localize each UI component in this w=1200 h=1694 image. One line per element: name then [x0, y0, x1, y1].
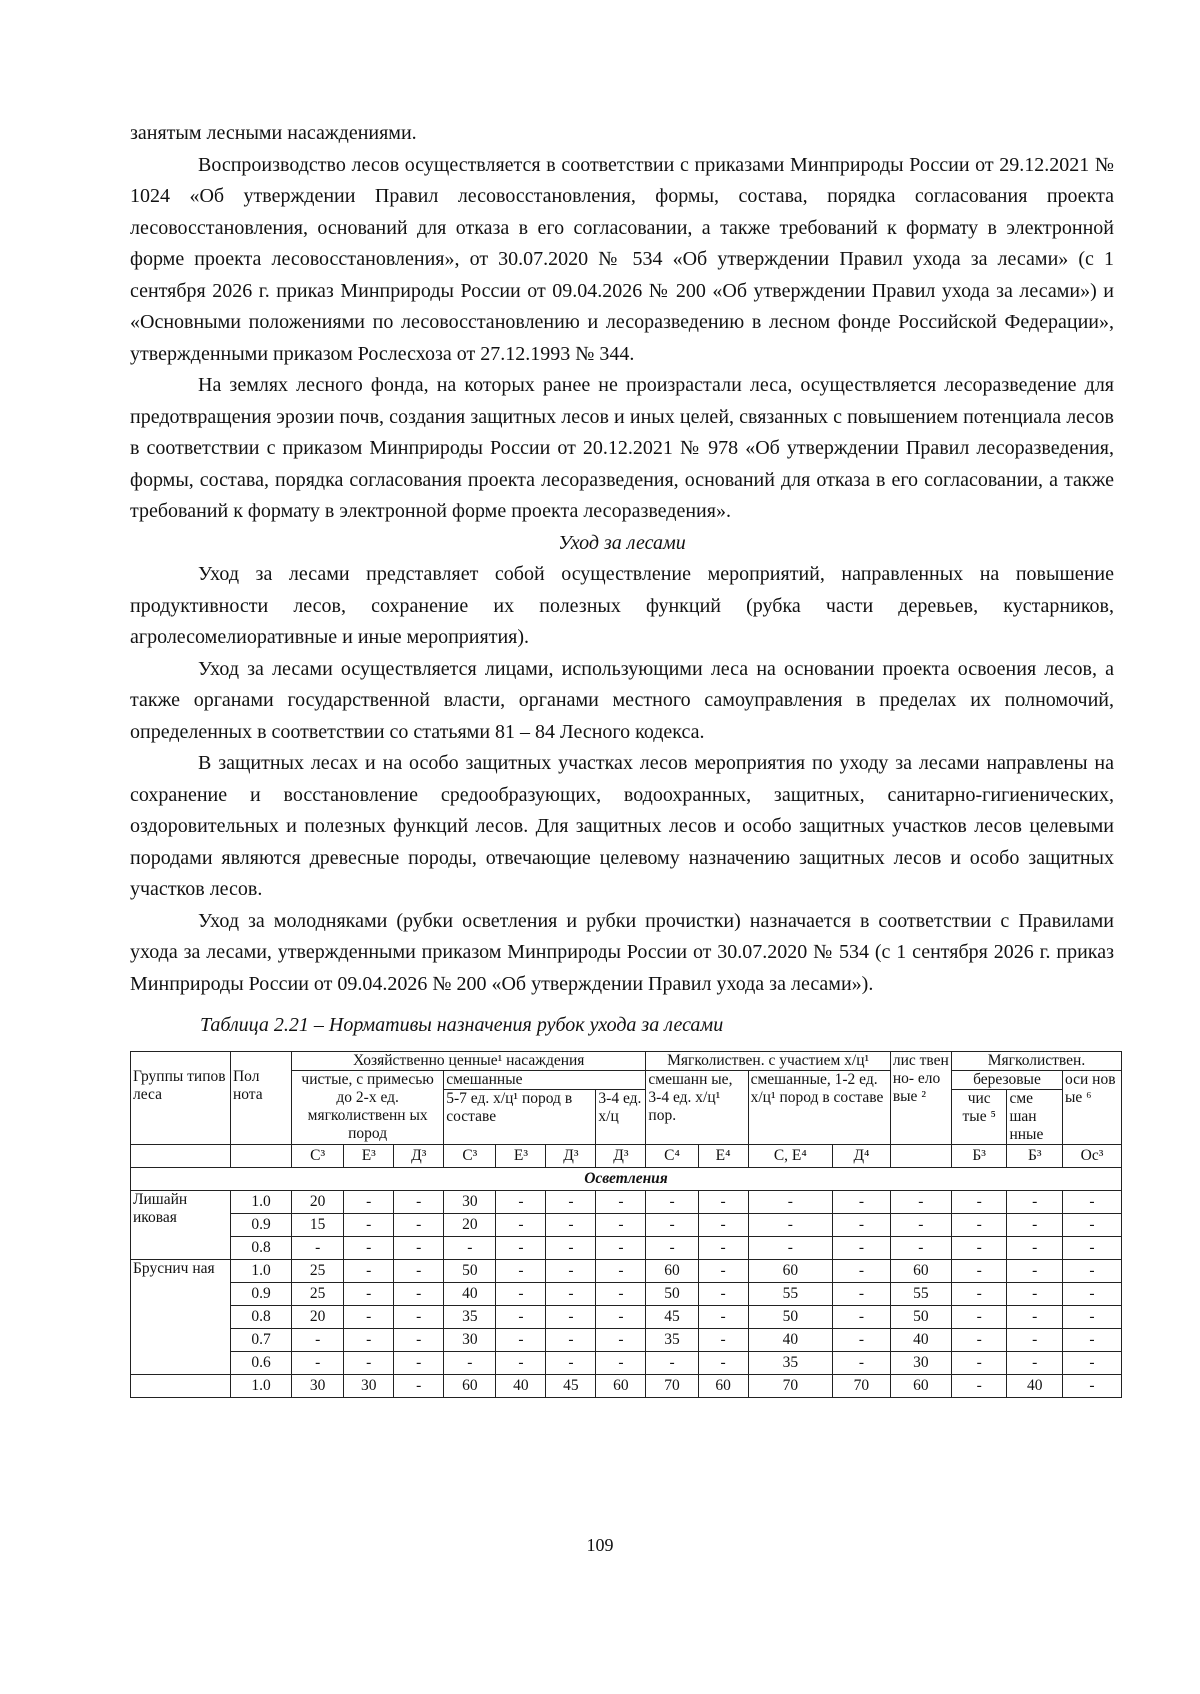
value-cell: -	[546, 1283, 596, 1306]
polnota-cell: 0.9	[230, 1283, 291, 1306]
value-cell: 20	[292, 1191, 344, 1214]
norms-table	[130, 1051, 1122, 1398]
value-cell: -	[546, 1214, 596, 1237]
page-number: 109	[586, 1535, 614, 1555]
value-cell: -	[951, 1375, 1007, 1398]
paragraph: На землях лесного фонда, на которых ранее не произрастали леса, осуществляется лесоразведение для предотвращения эрозии почв, создания защитных лесов и иных целей, связанных с повышением потенциала лесов в соответствии с приказом Минприроды России от 20.12.2021 № 978 «Об утверждении Правил лесоразведения, формы, состава, порядка согласования проекта лесоразведения, оснований для отказа в его согласовании, а также требований к формату в электронной форме проекта лесоразведения».	[130, 374, 1114, 522]
value-cell: -	[951, 1283, 1007, 1306]
value-cell: -	[748, 1191, 832, 1214]
table-row	[131, 1283, 1122, 1306]
header-birch: березовые	[951, 1071, 1062, 1090]
value-cell: -	[951, 1260, 1007, 1283]
value-cell: -	[292, 1329, 344, 1352]
value-cell: 60	[444, 1375, 496, 1398]
value-cell: 40	[444, 1283, 496, 1306]
value-cell: -	[1062, 1260, 1121, 1283]
subhead-cell: С, Е⁴	[748, 1145, 832, 1168]
subhead-cell	[890, 1145, 951, 1168]
value-cell: 50	[748, 1306, 832, 1329]
polnota-cell: 1.0	[230, 1191, 291, 1214]
value-cell: -	[496, 1352, 546, 1375]
value-cell: -	[951, 1352, 1007, 1375]
value-cell: -	[394, 1306, 444, 1329]
value-cell: -	[596, 1306, 646, 1329]
value-cell: -	[1007, 1260, 1063, 1283]
table-row	[131, 1306, 1122, 1329]
section-heading: Уход за лесами	[558, 531, 686, 554]
header-birch-pure: чис тые ⁵	[951, 1090, 1007, 1145]
header-mixed-5-7: 5-7 ед. х/ц¹ пород в составе	[444, 1090, 596, 1145]
value-cell: -	[833, 1237, 891, 1260]
value-cell: -	[394, 1329, 444, 1352]
value-cell: -	[1062, 1237, 1121, 1260]
value-cell: -	[1062, 1329, 1121, 1352]
value-cell: 60	[596, 1375, 646, 1398]
polnota-cell: 0.7	[230, 1329, 291, 1352]
value-cell: 60	[890, 1375, 951, 1398]
paragraph: Уход за молодняками (рубки осветления и рубки прочистки) назначается в соответствии с Правилами ухода за лесами, утвержденными приказом Минприроды России от 30.07.2020 № 534 (с 1 сентября 2026 г. приказ Минприроды России от 09.04.2026 № 200 «Об утверждении Правил ухода за лесами»).	[130, 909, 1114, 995]
value-cell: -	[1007, 1191, 1063, 1214]
value-cell: 50	[890, 1306, 951, 1329]
paragraph: В защитных лесах и на особо защитных участках лесов мероприятия по уходу за лесами направлены на сохранение и восстановление средообразующих, водоохранных, защитных, санитарно-гигиенических, оздоровительных и полезных функций лесов. Для защитных лесов и особо защитных участков лесов целевыми породами являются древесные породы, отвечающие целевому назначению защитных лесов и особо защитных участков лесов.	[130, 752, 1114, 900]
header-soft: Мягколиствен.	[951, 1052, 1121, 1071]
value-cell: -	[646, 1191, 698, 1214]
value-cell: 50	[646, 1283, 698, 1306]
value-cell: -	[394, 1214, 444, 1237]
value-cell: -	[646, 1352, 698, 1375]
value-cell: -	[951, 1329, 1007, 1352]
value-cell: -	[596, 1283, 646, 1306]
value-cell: -	[546, 1191, 596, 1214]
value-cell: -	[344, 1260, 394, 1283]
value-cell: -	[646, 1237, 698, 1260]
value-cell: -	[546, 1237, 596, 1260]
value-cell: -	[833, 1306, 891, 1329]
value-cell: -	[596, 1260, 646, 1283]
value-cell: 60	[646, 1260, 698, 1283]
value-cell: 30	[444, 1329, 496, 1352]
value-cell: -	[496, 1260, 546, 1283]
table-row	[131, 1352, 1122, 1375]
paragraph: занятым лесными насаждениями.	[130, 122, 417, 144]
value-cell: 40	[1007, 1375, 1063, 1398]
subhead-cell: Е⁴	[698, 1145, 748, 1168]
paragraph: Уход за лесами осуществляется лицами, использующими леса на основании проекта освоения лесов, а также органами государственной власти, органами местного самоуправления в пределах их полномочий, определенных в соответствии со статьями 81 – 84 Лесного кодекса.	[130, 657, 1114, 743]
section-row: Осветления	[131, 1168, 1122, 1191]
value-cell: -	[833, 1191, 891, 1214]
polnota-cell: 0.8	[230, 1237, 291, 1260]
value-cell: -	[496, 1237, 546, 1260]
value-cell: -	[1007, 1237, 1063, 1260]
value-cell: -	[748, 1214, 832, 1237]
header-deciduous: лис твен но- ело вые ²	[890, 1052, 951, 1145]
table-row	[131, 1375, 1122, 1398]
table-row	[131, 1191, 1122, 1214]
value-cell: -	[698, 1329, 748, 1352]
value-cell: -	[748, 1237, 832, 1260]
value-cell: 40	[748, 1329, 832, 1352]
value-cell: -	[596, 1352, 646, 1375]
value-cell: -	[496, 1214, 546, 1237]
header-soft-with-conifers: Мягколиствен. с участием х/ц¹	[646, 1052, 890, 1071]
paragraph: Воспроизводство лесов осуществляется в соответствии с приказами Минприроды России от 29.12.2021 № 1024 «Об утверждении Правил лесовосстановления, формы, состава, порядка согласования проекта лесовосстановления, оснований для отказа в его согласовании, а также требований к формату в электронной форме проекта лесовосстановления», от 30.07.2020 № 534 «Об утверждении Правил ухода за лесами» (с 1 сентября 2026 г. приказ Минприроды России от 09.04.2026 № 200 «Об утверждении Правил ухода за лесами») и «Основными положениями по лесовосстановлению и лесоразведению в лесном фонде Российской Федерации», утвержденными приказом Рослесхоза от 27.12.1993 № 344.	[130, 153, 1114, 365]
document-page	[130, 118, 1114, 1398]
subhead-cell: Д³	[394, 1145, 444, 1168]
value-cell: -	[1062, 1352, 1121, 1375]
subhead-cell: Е³	[344, 1145, 394, 1168]
value-cell: 55	[890, 1283, 951, 1306]
paragraph: Уход за лесами представляет собой осуществление мероприятий, направленных на повышение продуктивности лесов, сохранение их полезных функций (рубка части деревьев, кустарников, агролесомелиоративные и иные мероприятия).	[130, 563, 1114, 648]
value-cell: -	[596, 1191, 646, 1214]
value-cell: -	[1007, 1329, 1063, 1352]
value-cell: -	[1007, 1352, 1063, 1375]
value-cell: 45	[646, 1306, 698, 1329]
value-cell: -	[546, 1306, 596, 1329]
value-cell: -	[394, 1237, 444, 1260]
value-cell: -	[833, 1214, 891, 1237]
subhead-cell: Б³	[1007, 1145, 1063, 1168]
header-birch-mixed: сме шан нные	[1007, 1090, 1063, 1145]
polnota-cell: 0.6	[230, 1352, 291, 1375]
value-cell: -	[698, 1260, 748, 1283]
value-cell: -	[344, 1352, 394, 1375]
value-cell: -	[394, 1352, 444, 1375]
value-cell: 40	[496, 1375, 546, 1398]
value-cell: -	[698, 1191, 748, 1214]
subhead-cell: Е³	[496, 1145, 546, 1168]
value-cell: -	[292, 1352, 344, 1375]
value-cell: -	[344, 1191, 394, 1214]
value-cell: 60	[748, 1260, 832, 1283]
value-cell: -	[496, 1283, 546, 1306]
value-cell: -	[890, 1191, 951, 1214]
subhead-cell: Д³	[546, 1145, 596, 1168]
value-cell: -	[596, 1329, 646, 1352]
value-cell: -	[951, 1191, 1007, 1214]
value-cell: -	[698, 1283, 748, 1306]
polnota-cell: 0.9	[230, 1214, 291, 1237]
table-row	[131, 1237, 1122, 1260]
value-cell: -	[698, 1214, 748, 1237]
value-cell: -	[394, 1260, 444, 1283]
value-cell: -	[546, 1260, 596, 1283]
header-groups: Группы типов леса	[131, 1052, 231, 1145]
value-cell: -	[496, 1191, 546, 1214]
value-cell: -	[698, 1352, 748, 1375]
value-cell: -	[951, 1214, 1007, 1237]
value-cell: -	[1062, 1375, 1121, 1398]
header-polnota: Пол нота	[230, 1052, 291, 1145]
subhead-cell: С³	[444, 1145, 496, 1168]
value-cell: -	[496, 1329, 546, 1352]
polnota-cell: 1.0	[230, 1260, 291, 1283]
value-cell: -	[698, 1237, 748, 1260]
value-cell: -	[444, 1237, 496, 1260]
header-valuable: Хозяйственно ценные¹ насаждения	[292, 1052, 646, 1071]
header-mixed-3-4: 3-4 ед. х/ц	[596, 1090, 646, 1145]
value-cell: 45	[546, 1375, 596, 1398]
value-cell: -	[344, 1329, 394, 1352]
value-cell: -	[344, 1283, 394, 1306]
value-cell: -	[698, 1306, 748, 1329]
value-cell: 20	[444, 1214, 496, 1237]
value-cell: 30	[444, 1191, 496, 1214]
value-cell: -	[546, 1329, 596, 1352]
subhead-cell: Д³	[596, 1145, 646, 1168]
value-cell: -	[1062, 1214, 1121, 1237]
polnota-cell: 1.0	[230, 1375, 291, 1398]
value-cell: -	[833, 1260, 891, 1283]
header-mixed: смешанные	[444, 1071, 646, 1090]
subhead-cell: Ос³	[1062, 1145, 1121, 1168]
forest-group-cell: Бруснич ная	[131, 1260, 231, 1375]
value-cell: 20	[292, 1306, 344, 1329]
header-aspen: оси нов ые ⁶	[1062, 1071, 1121, 1145]
value-cell: -	[496, 1306, 546, 1329]
value-cell: 30	[344, 1375, 394, 1398]
value-cell: -	[1062, 1306, 1121, 1329]
table-row	[131, 1214, 1122, 1237]
value-cell: 35	[444, 1306, 496, 1329]
subhead-cell: Б³	[951, 1145, 1007, 1168]
value-cell: -	[890, 1214, 951, 1237]
value-cell: 35	[748, 1352, 832, 1375]
table-row	[131, 1260, 1122, 1283]
value-cell: -	[890, 1237, 951, 1260]
value-cell: -	[1062, 1191, 1121, 1214]
value-cell: -	[344, 1237, 394, 1260]
forest-group-cell	[131, 1375, 231, 1398]
value-cell: -	[1007, 1214, 1063, 1237]
value-cell: -	[344, 1306, 394, 1329]
header-mixed-soft: смешанн ые, 3-4 ед. х/ц¹ пор.	[646, 1071, 748, 1145]
value-cell: 70	[646, 1375, 698, 1398]
value-cell: -	[951, 1237, 1007, 1260]
header-mixed-1-2: смешанные, 1-2 ед. х/ц¹ пород в составе	[748, 1071, 890, 1145]
polnota-cell: 0.8	[230, 1306, 291, 1329]
value-cell: -	[444, 1352, 496, 1375]
subhead-cell: С³	[292, 1145, 344, 1168]
value-cell: 25	[292, 1260, 344, 1283]
value-cell: 15	[292, 1214, 344, 1237]
value-cell: 60	[698, 1375, 748, 1398]
header-pure: чистые, с примесью до 2-х ед. мягколиственн ых пород	[292, 1071, 444, 1145]
table-row	[131, 1329, 1122, 1352]
value-cell: -	[344, 1214, 394, 1237]
value-cell: 60	[890, 1260, 951, 1283]
value-cell: -	[646, 1214, 698, 1237]
value-cell: -	[394, 1375, 444, 1398]
subhead-row	[131, 1145, 1122, 1168]
value-cell: 70	[748, 1375, 832, 1398]
value-cell: -	[951, 1306, 1007, 1329]
forest-group-cell: Лишайн иковая	[131, 1191, 231, 1260]
value-cell: 40	[890, 1329, 951, 1352]
value-cell: -	[394, 1191, 444, 1214]
value-cell: -	[292, 1237, 344, 1260]
value-cell: 70	[833, 1375, 891, 1398]
value-cell: -	[394, 1283, 444, 1306]
value-cell: -	[833, 1283, 891, 1306]
value-cell: 50	[444, 1260, 496, 1283]
value-cell: -	[596, 1237, 646, 1260]
value-cell: -	[1062, 1283, 1121, 1306]
value-cell: -	[833, 1329, 891, 1352]
value-cell: -	[833, 1352, 891, 1375]
value-cell: -	[596, 1214, 646, 1237]
subhead-cell: Д⁴	[833, 1145, 891, 1168]
value-cell: 30	[292, 1375, 344, 1398]
value-cell: 35	[646, 1329, 698, 1352]
value-cell: 30	[890, 1352, 951, 1375]
table-caption: Таблица 2.21 – Нормативы назначения рубок ухода за лесами	[200, 1014, 724, 1036]
value-cell: 55	[748, 1283, 832, 1306]
value-cell: -	[1007, 1283, 1063, 1306]
value-cell: -	[1007, 1306, 1063, 1329]
value-cell: 25	[292, 1283, 344, 1306]
subhead-cell: С⁴	[646, 1145, 698, 1168]
value-cell: -	[546, 1352, 596, 1375]
